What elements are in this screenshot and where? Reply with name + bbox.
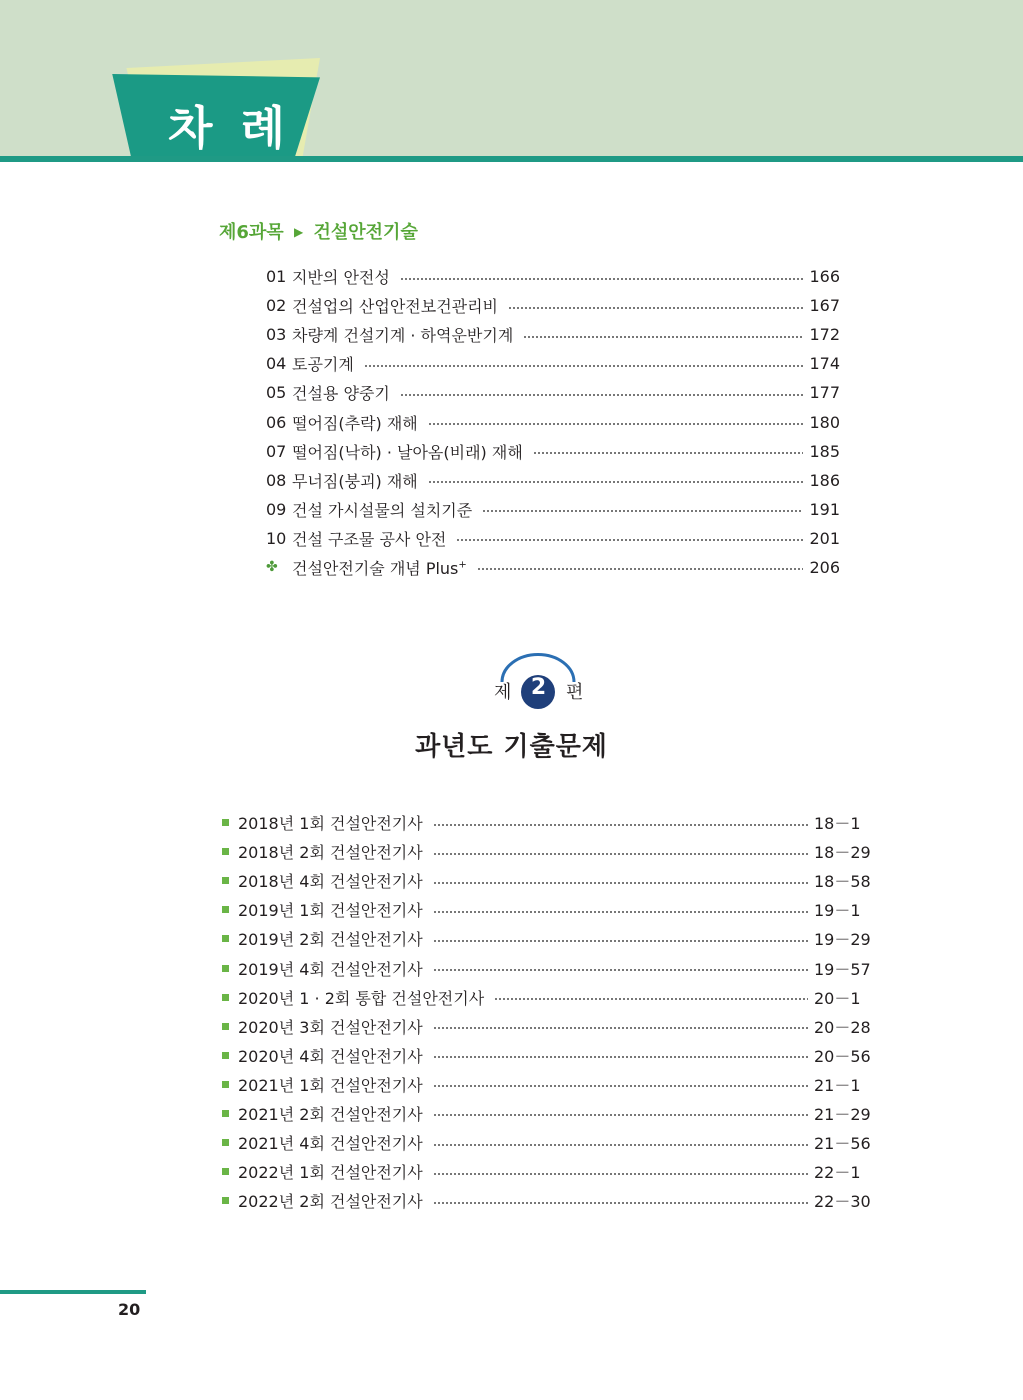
toc-item-plus[interactable] xyxy=(266,553,840,582)
exam-item[interactable] xyxy=(222,1041,871,1070)
leader-dots xyxy=(477,568,804,570)
exam-item-page: 18－58 xyxy=(814,872,871,892)
footer-rule xyxy=(0,1290,146,1294)
toc-item-title: 차량계 건설기계 · 하역운반기계 xyxy=(292,326,514,346)
exam-toc-list xyxy=(222,808,871,1215)
toc-item-title: 무너짐(붕괴) 재해 xyxy=(292,471,418,491)
toc-item-page: 191 xyxy=(809,499,840,519)
leader-dots xyxy=(433,969,808,971)
toc-item-page: 186 xyxy=(809,470,840,490)
toc-item-number: 09 xyxy=(266,499,287,519)
toc-item-number: 01 xyxy=(266,267,287,287)
leader-dots xyxy=(533,452,804,454)
exam-item-title: 2020년 1 · 2회 통합 건설안전기사 xyxy=(238,988,485,1008)
leader-dots xyxy=(494,998,808,1000)
square-bullet-icon xyxy=(222,1139,229,1146)
exam-item-page: 18－1 xyxy=(814,814,861,834)
part-suffix: 편 xyxy=(566,682,584,703)
toc-item[interactable] xyxy=(266,349,840,378)
leader-dots xyxy=(433,853,808,855)
leader-dots xyxy=(400,278,804,280)
leader-dots xyxy=(433,1114,808,1116)
header-rule xyxy=(0,156,1023,162)
square-bullet-icon xyxy=(222,877,229,884)
exam-item[interactable] xyxy=(222,1186,871,1215)
exam-item-title: 2019년 1회 건설안전기사 xyxy=(238,901,423,921)
leader-dots xyxy=(364,365,804,367)
toc-item-number: 10 xyxy=(266,528,287,548)
leader-dots xyxy=(482,510,803,512)
toc-item-page: 185 xyxy=(809,441,840,461)
toc-item-page: 206 xyxy=(809,557,840,577)
toc-item-number: 07 xyxy=(266,441,287,461)
toc-item-title: 건설용 양중기 xyxy=(292,384,390,404)
exam-item-title: 2021년 2회 건설안전기사 xyxy=(238,1104,423,1124)
exam-item-title: 2020년 3회 건설안전기사 xyxy=(238,1017,423,1037)
toc-item[interactable] xyxy=(266,320,840,349)
square-bullet-icon xyxy=(222,1023,229,1030)
toc-item-number: 04 xyxy=(266,354,287,374)
exam-item-page: 21－56 xyxy=(814,1134,871,1154)
section-heading xyxy=(219,218,418,244)
clover-icon: ✤ xyxy=(266,559,278,576)
leader-dots xyxy=(433,1144,808,1146)
leader-dots xyxy=(428,481,804,483)
exam-item-title: 2018년 1회 건설안전기사 xyxy=(238,814,423,834)
exam-item[interactable] xyxy=(222,1099,871,1128)
triangle-right-icon: ▶ xyxy=(293,225,304,239)
exam-item-title: 2018년 2회 건설안전기사 xyxy=(238,843,423,863)
toc-plus-title: 건설안전기술 개념 Plus xyxy=(292,558,459,578)
toc-item-title: 건설업의 산업안전보건관리비 xyxy=(292,297,499,317)
leader-dots xyxy=(400,394,804,396)
leader-dots xyxy=(508,307,803,309)
square-bullet-icon xyxy=(222,848,229,855)
subject-label: 제6과목 xyxy=(219,222,284,243)
leader-dots xyxy=(433,911,808,913)
toc-item-title: 지반의 안전성 xyxy=(292,268,390,288)
exam-item-page: 19－29 xyxy=(814,930,871,950)
toc-item-page: 166 xyxy=(809,267,840,287)
part-title: 과년도 기출문제 xyxy=(415,732,608,762)
toc-item-title xyxy=(292,556,467,579)
exam-item-page: 19－1 xyxy=(814,901,861,921)
exam-item-title: 2019년 4회 건설안전기사 xyxy=(238,959,423,979)
square-bullet-icon xyxy=(222,1081,229,1088)
part-prefix: 제 xyxy=(494,682,512,703)
exam-item-title: 2018년 4회 건설안전기사 xyxy=(238,872,423,892)
exam-item[interactable] xyxy=(222,1070,864,1099)
toc-item-page: 201 xyxy=(809,528,840,548)
toc-item-page: 174 xyxy=(809,354,840,374)
leader-dots xyxy=(456,539,803,541)
toc-item-title: 떨어짐(추락) 재해 xyxy=(292,413,418,433)
leader-dots xyxy=(433,1027,808,1029)
toc-item-title: 토공기계 xyxy=(292,355,354,375)
square-bullet-icon xyxy=(222,1052,229,1059)
subject-name: 건설안전기술 xyxy=(313,222,418,243)
exam-item-page: 19－57 xyxy=(814,959,871,979)
toc-item-number: 03 xyxy=(266,325,287,345)
exam-item-page: 20－28 xyxy=(814,1017,871,1037)
exam-item-title: 2022년 2회 건설안전기사 xyxy=(238,1192,423,1212)
exam-item[interactable] xyxy=(222,866,871,895)
exam-item[interactable] xyxy=(222,1012,871,1041)
square-bullet-icon xyxy=(222,1197,229,1204)
toc-item-page: 180 xyxy=(809,412,840,432)
exam-item-title: 2021년 4회 건설안전기사 xyxy=(238,1134,423,1154)
exam-item-title: 2022년 1회 건설안전기사 xyxy=(238,1163,423,1183)
toc-item[interactable] xyxy=(266,437,840,466)
exam-item-title: 2021년 1회 건설안전기사 xyxy=(238,1075,423,1095)
toc-plus-sup: + xyxy=(458,559,467,571)
exam-item-page: 18－29 xyxy=(814,843,871,863)
toc-item-number: 06 xyxy=(266,412,287,432)
exam-item-page: 22－1 xyxy=(814,1163,861,1183)
exam-item-page: 21－1 xyxy=(814,1075,861,1095)
toc-item-page: 172 xyxy=(809,325,840,345)
toc-item-page: 167 xyxy=(809,296,840,316)
toc-item[interactable] xyxy=(266,524,840,553)
exam-item[interactable] xyxy=(222,837,871,866)
square-bullet-icon xyxy=(222,1168,229,1175)
toc-item-title: 건설 구조물 공사 안전 xyxy=(292,529,447,549)
toc-item[interactable] xyxy=(266,407,840,436)
toc-item[interactable] xyxy=(266,262,840,291)
toc-item[interactable] xyxy=(266,291,840,320)
toc-item-number: 05 xyxy=(266,383,287,403)
leader-dots xyxy=(523,336,803,338)
leader-dots xyxy=(433,1085,808,1087)
square-bullet-icon xyxy=(222,1110,229,1117)
toc-item[interactable] xyxy=(266,466,840,495)
leader-dots xyxy=(433,1173,808,1175)
toc-item-number: 02 xyxy=(266,296,287,316)
exam-item-page: 20－1 xyxy=(814,988,861,1008)
leader-dots xyxy=(433,940,808,942)
toc-item-title: 떨어짐(낙하) · 날아옴(비래) 재해 xyxy=(292,442,523,462)
leader-dots xyxy=(433,824,808,826)
toc-item-title: 건설 가시설물의 설치기준 xyxy=(292,500,473,520)
exam-item-page: 22－30 xyxy=(814,1192,871,1212)
square-bullet-icon xyxy=(222,994,229,1001)
exam-item[interactable] xyxy=(222,808,864,837)
toc-item[interactable] xyxy=(266,495,840,524)
exam-item-title: 2020년 4회 건설안전기사 xyxy=(238,1046,423,1066)
leader-dots xyxy=(433,1056,808,1058)
exam-item[interactable] xyxy=(222,983,864,1012)
page-title: 차 례 xyxy=(168,101,291,155)
exam-item[interactable] xyxy=(222,924,871,953)
exam-item[interactable] xyxy=(222,1157,864,1186)
leader-dots xyxy=(428,423,804,425)
square-bullet-icon xyxy=(222,935,229,942)
chapter-toc-list xyxy=(266,262,840,582)
exam-item[interactable] xyxy=(222,895,864,924)
toc-item-number: 08 xyxy=(266,470,287,490)
toc-item-page: 177 xyxy=(809,383,840,403)
toc-item[interactable] xyxy=(266,378,840,407)
exam-item-title: 2019년 2회 건설안전기사 xyxy=(238,930,423,950)
square-bullet-icon xyxy=(222,819,229,826)
leader-dots xyxy=(433,882,808,884)
square-bullet-icon xyxy=(222,906,229,913)
exam-item-page: 21－29 xyxy=(814,1104,871,1124)
square-bullet-icon xyxy=(222,965,229,972)
exam-item-page: 20－56 xyxy=(814,1046,871,1066)
leader-dots xyxy=(433,1202,808,1204)
page-number: 20 xyxy=(118,1300,141,1319)
part-number: 2 xyxy=(530,675,547,700)
exam-item[interactable] xyxy=(222,953,871,982)
exam-item[interactable] xyxy=(222,1128,871,1157)
